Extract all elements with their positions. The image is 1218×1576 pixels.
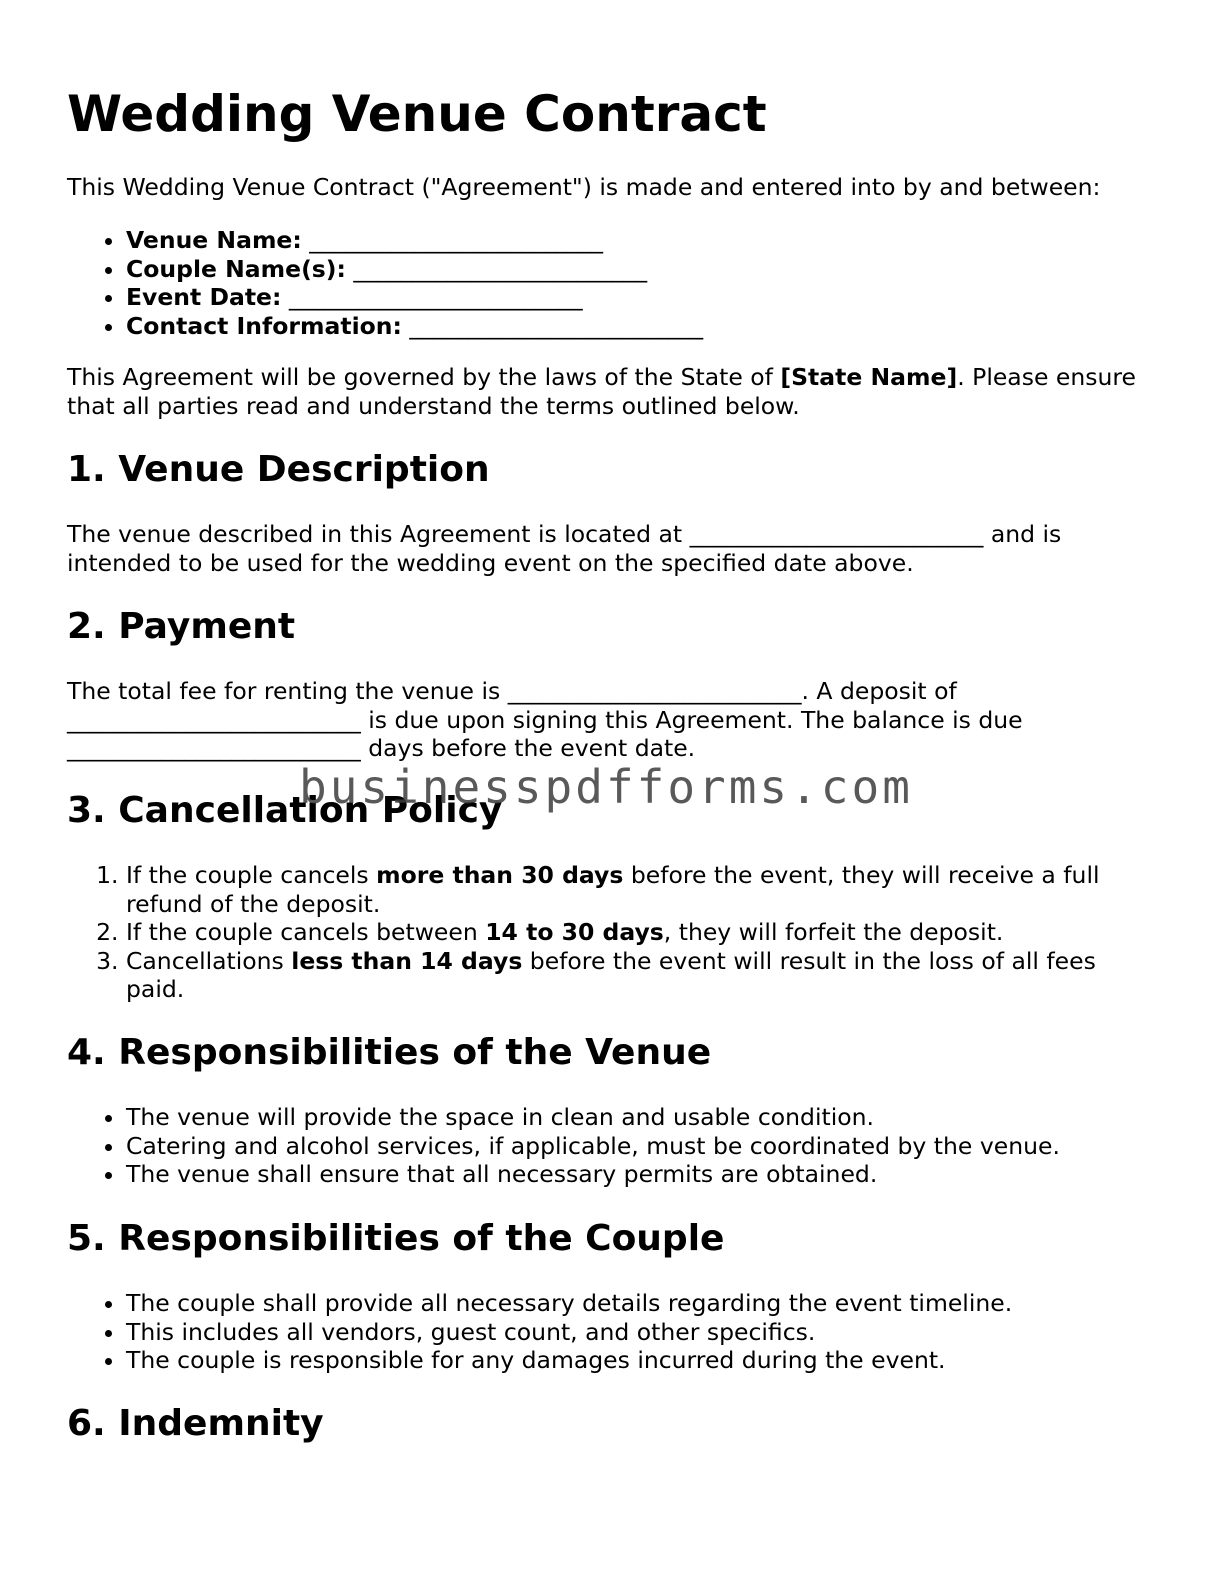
item-text: before the event will result in the loss of all fees paid. [126, 946, 1096, 1003]
governing-law-paragraph [67, 363, 1137, 420]
section-heading-couple-responsibilities: 5. Responsibilities of the Couple [67, 1218, 725, 1259]
venue-responsibilities-list [67, 1103, 1126, 1189]
cancellation-list [67, 861, 1126, 1004]
item-text: If the couple cancels [126, 861, 377, 889]
party-label: Venue Name: [126, 226, 302, 254]
watermark-text: businesspdfforms.com [299, 760, 913, 814]
section-heading-payment: 2. Payment [67, 606, 296, 647]
list-item: • The venue shall ensure that all necessary permits are obtained. [126, 1160, 1126, 1189]
blank-line: _________________________ [67, 705, 361, 734]
parties-list [67, 226, 1126, 340]
section-heading-venue-description: 1. Venue Description [67, 449, 490, 490]
cancellation-item [126, 861, 1126, 918]
payment-text: days before the event date. [360, 734, 696, 762]
blank-line: _________________________ [353, 254, 648, 283]
venue-description-text: and is intended to be used for the wedding event on the specified date above. [67, 520, 1062, 577]
party-couple-names [126, 255, 1126, 284]
governing-text: This Agreement will be governed by the laws of the State of [67, 363, 781, 391]
state-name-placeholder: [State Name] [780, 363, 958, 391]
party-label: Contact Information: [126, 311, 402, 340]
item-text: Cancellations [126, 946, 292, 975]
item-emphasis: more than 30 days [376, 861, 624, 889]
blank-line: _________________________ [507, 677, 802, 705]
list-item: • This includes all vendors, guest count, and other specifics. [126, 1318, 1126, 1347]
intro-paragraph: This Wedding Venue Contract ("Agreement") is made and entered into by and between: [67, 173, 1101, 201]
couple-responsibilities-list [67, 1289, 1126, 1375]
item-text: , they will forfeit the deposit. [663, 918, 1004, 946]
item-emphasis: less than 14 days [291, 946, 523, 975]
party-venue-name [126, 226, 1126, 255]
blank-line: _________________________ [309, 226, 604, 254]
party-contact-info [126, 312, 1126, 341]
section-heading-venue-responsibilities: 4. Responsibilities of the Venue [67, 1032, 712, 1073]
payment-text: . A deposit of [801, 677, 957, 705]
list-item: • The couple is responsible for any damages incurred during the event. [126, 1346, 1126, 1375]
blank-line: _________________________ [689, 520, 984, 548]
blank-line: _________________________ [409, 311, 704, 340]
section-heading-indemnity: 6. Indemnity [67, 1403, 324, 1444]
cancellation-item [126, 947, 1126, 1004]
party-label: Event Date: [126, 283, 282, 311]
governing-text: . Please ensure that all parties read and understand the terms outlined below. [67, 363, 1136, 420]
cancellation-item [126, 918, 1126, 947]
item-text: If the couple cancels between [126, 918, 486, 946]
party-label: Couple Name(s): [126, 254, 346, 283]
list-item: • The venue will provide the space in clean and usable condition. [126, 1103, 1126, 1132]
item-emphasis: 14 to 30 days [485, 918, 664, 946]
payment-text: The total fee for renting the venue is [67, 677, 508, 705]
party-event-date [126, 283, 1126, 312]
list-item: • The couple shall provide all necessary details regarding the event timeline. [126, 1289, 1126, 1318]
payment-text: is due upon signing this Agreement. The balance is due [360, 705, 1023, 734]
venue-description-text: The venue described in this Agreement is located at [67, 520, 690, 548]
payment-paragraph [67, 677, 1137, 763]
blank-line: _________________________ [67, 734, 361, 762]
blank-line: _________________________ [288, 283, 583, 311]
item-text: before the event, they will receive a full refund of the deposit. [126, 861, 1100, 918]
section-heading-cancellation: 3. Cancellation Policy [67, 790, 503, 831]
page-title: Wedding Venue Contract [67, 85, 767, 143]
list-item: • Catering and alcohol services, if applicable, must be coordinated by the venue. [126, 1132, 1126, 1161]
venue-description-paragraph [67, 520, 1137, 577]
